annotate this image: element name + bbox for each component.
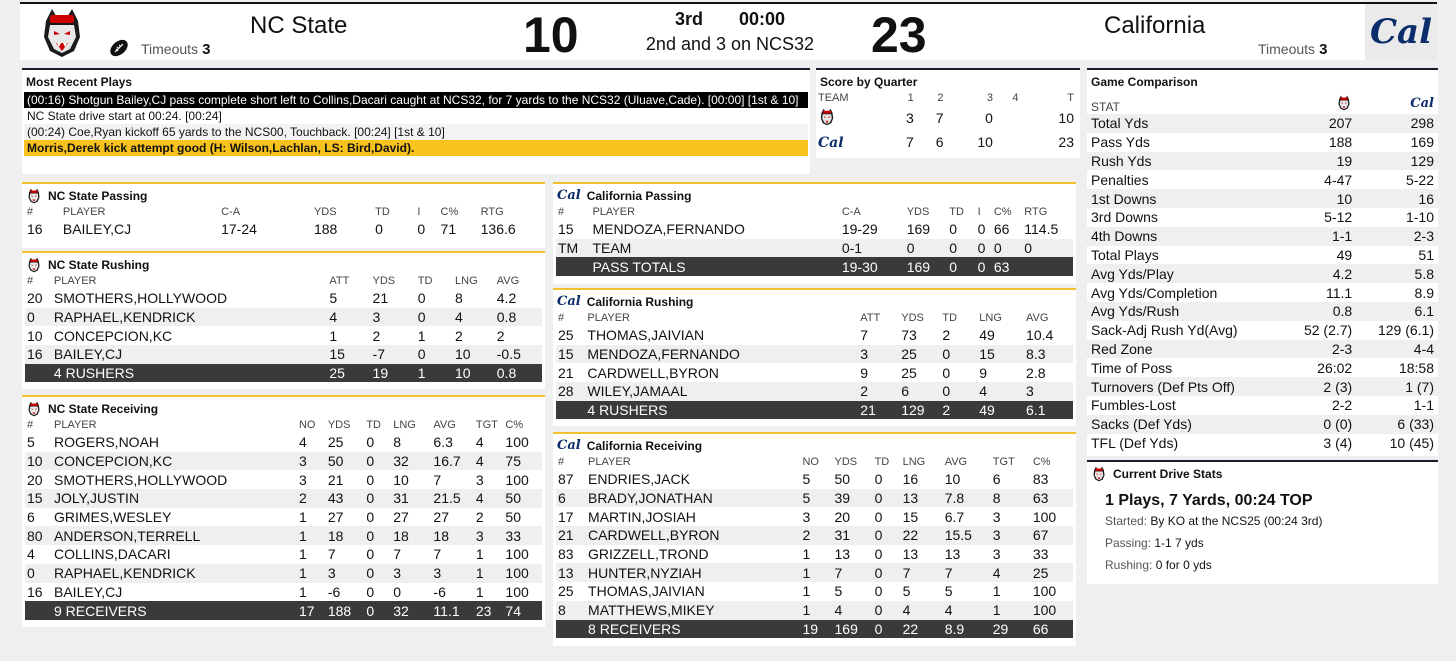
column-header: PLAYER — [588, 456, 631, 468]
drive-rushing: Rushing: 0 for 0 yds — [1105, 558, 1212, 572]
table-row: 10 CONCEPCION,KC 1 2 1 2 2 — [27, 327, 505, 344]
panel-title: NC State Passing — [48, 189, 148, 203]
column-header: I — [977, 206, 981, 218]
panel-title: Current Drive Stats — [1113, 467, 1223, 481]
column-header: TGT — [992, 456, 1015, 468]
comparison-row: Pass Yds 188 169 — [1091, 134, 1434, 151]
column-header: LNG — [979, 312, 1002, 324]
totals-row: 8 RECEIVERS 19 169 0 22 8.9 29 66 — [556, 620, 1073, 639]
possession-football-icon — [108, 37, 130, 59]
table-row: 16 BAILEY,CJ 1 -6 0 0 -6 1 100 — [27, 583, 529, 600]
away-timeouts: Timeouts 3 — [1258, 41, 1328, 58]
cal-icon: Cal — [557, 188, 581, 203]
table-row: 83 GRIZZELL,TROND 1 13 0 13 13 3 33 — [558, 546, 1049, 563]
column-header: YDS — [906, 206, 930, 218]
column-header: TD — [366, 419, 381, 431]
column-header: AVG — [496, 275, 520, 287]
game-clock: 00:00 — [738, 9, 786, 29]
column-header: # — [558, 312, 565, 324]
comparison-row: Avg Yds/Rush 0.8 6.1 — [1087, 302, 1438, 321]
column-header: # — [558, 206, 565, 218]
column-header: PLAYER — [62, 206, 106, 218]
table-row: TM TEAM 0-1 0 0 0 0 0 — [556, 239, 1073, 258]
cal-icon: Cal — [1410, 95, 1434, 111]
comparison-row: Avg Yds/Completion 11.1 8.9 — [1091, 284, 1434, 301]
table-row: 13 HUNTER,NYZIAH 1 7 0 7 7 4 25 — [556, 563, 1073, 582]
recent-plays-panel — [22, 68, 810, 174]
column-header: YDS — [327, 419, 351, 431]
drive-passing: Passing: 1-1 7 yds — [1105, 536, 1204, 550]
column-header: YDS — [372, 275, 396, 287]
nc-state-wolf-icon — [26, 188, 42, 204]
home-score: 10 — [523, 7, 579, 63]
column-header: TD — [375, 206, 390, 218]
totals-row: 4 RUSHERS 21 129 2 49 6.1 — [556, 401, 1073, 420]
panel-title: Game Comparison — [1091, 75, 1198, 89]
play-item: NC State drive start at 00:24. [00:24] — [27, 109, 222, 123]
comparison-row: Fumbles-Lost 2-2 1-1 — [1091, 397, 1434, 414]
comparison-row: Sacks (Def Yds) 0 (0) 6 (33) — [1087, 415, 1438, 434]
quarter-row-home: 3 7 0 10 — [816, 106, 1080, 130]
table-row: 16 BAILEY,CJ 17-24 188 0 0 71 136.6 — [27, 221, 516, 238]
column-header: YDS — [313, 206, 337, 218]
column-header: C% — [993, 206, 1012, 218]
column-header: YDS — [834, 456, 858, 468]
column-header: I — [417, 206, 421, 218]
comparison-row: Turnovers (Def Pts Off) 2 (3) 1 (7) — [1087, 377, 1438, 396]
column-header: LNG — [902, 456, 926, 468]
score-by-quarter-panel: Score by Quarter TEAM 1 2 3 4 T 3 7 0 10 Cal 7 6 10 23 — [816, 68, 1080, 158]
away-team-name: California — [1104, 12, 1206, 39]
scoreboard — [20, 2, 1437, 63]
nc-state-rushing-panel — [22, 251, 545, 389]
nc-state-wolf-icon — [1091, 466, 1107, 482]
panel-title: California Receiving — [586, 439, 703, 453]
column-header: TD — [417, 275, 433, 287]
panel-title: NC State Receiving — [48, 402, 159, 416]
column-header: C% — [505, 419, 524, 431]
column-header: C% — [1032, 456, 1051, 468]
table-row: 15 MENDOZA,FERNANDO 3 25 0 15 8.3 — [556, 345, 1073, 364]
comparison-row: Red Zone 2-3 4-4 — [1087, 340, 1438, 359]
column-header: C% — [440, 206, 459, 218]
comparison-row: Total Yds 207 298 — [1087, 114, 1438, 133]
cal-passing-panel — [553, 182, 1076, 284]
comparison-row: 1st Downs 10 16 — [1087, 189, 1438, 208]
column-header: # — [27, 275, 34, 287]
column-header: NO — [802, 456, 819, 468]
nc-state-wolf-icon — [818, 108, 836, 126]
nc-state-wolf-icon — [26, 257, 42, 273]
table-row: 15 JOLY,JUSTIN 2 43 0 31 21.5 4 50 — [25, 489, 542, 508]
column-header: RTG — [1024, 206, 1048, 218]
comparison-row: Penalties 4-47 5-22 — [1091, 171, 1434, 188]
cal-logo: Cal — [1365, 4, 1437, 60]
table-row: 20 SMOTHERS,HOLLYWOOD 3 21 0 10 7 3 100 — [27, 471, 529, 488]
panel-title: Score by Quarter — [820, 75, 918, 89]
table-row: 21 CARDWELL,BYRON 2 31 0 22 15.5 3 67 — [556, 526, 1073, 545]
away-score: 23 — [871, 7, 927, 63]
column-header: TD — [874, 456, 890, 468]
table-row: 16 BAILEY,CJ 15 -7 0 10 -0.5 — [25, 345, 542, 364]
play-item: (00:16) Shotgun Bailey,CJ pass complete short left to Collins,Dacari caught at NCS32, for 7 yards to the NCS32 (Uluave,Cade). [00:00] [1st & 10] — [24, 92, 808, 108]
column-header: PLAYER — [53, 275, 97, 287]
column-header: PLAYER — [587, 312, 630, 324]
column-header: LNG — [455, 275, 478, 287]
column-header: AVG — [433, 419, 456, 431]
panel-title: Most Recent Plays — [26, 75, 133, 89]
current-drive-panel — [1087, 460, 1438, 584]
cal-icon: Cal — [557, 294, 581, 309]
table-row: 17 MARTIN,JOSIAH 3 20 0 15 6.7 3 100 — [558, 508, 1057, 525]
column-header: PLAYER — [54, 419, 97, 431]
home-team-name: NC State — [250, 12, 348, 39]
panel-title: California Passing — [586, 189, 692, 203]
table-row: 15 MENDOZA,FERNANDO 19-29 169 0 0 66 114.5 — [558, 221, 1059, 238]
table-row: 28 WILEY,JAMAAL 2 6 0 4 3 — [556, 382, 1073, 401]
table-row: 0 RAPHAEL,KENDRICK 1 3 0 3 3 1 100 — [25, 564, 542, 583]
table-row: 20 SMOTHERS,HOLLYWOOD 5 21 0 8 4.2 — [27, 290, 517, 307]
quarter-row-away: Cal 7 6 10 23 — [818, 134, 1074, 151]
table-row: 5 ROGERS,NOAH 4 25 0 8 6.3 4 100 — [27, 434, 529, 451]
nc-state-receiving-panel — [22, 395, 545, 627]
table-row: 25 THOMAS,JAIVIAN 1 5 0 5 5 1 100 — [558, 583, 1057, 600]
cal-icon: Cal — [557, 438, 581, 453]
comparison-row: TFL (Def Yds) 3 (4) 10 (45) — [1091, 434, 1434, 451]
comparison-row: 3rd Downs 5-12 1-10 — [1091, 209, 1434, 226]
panel-title: California Rushing — [586, 295, 694, 309]
column-header: # — [27, 206, 34, 218]
totals-row: PASS TOTALS 19-30 169 0 0 63 — [556, 257, 1073, 276]
column-header: # — [27, 419, 34, 431]
column-header: ATT — [329, 275, 350, 287]
down-and-distance: 2nd and 3 on NCS32 — [645, 34, 815, 54]
nc-state-wolf-icon — [26, 401, 42, 417]
table-row: 10 CONCEPCION,KC 3 50 0 32 16.7 4 75 — [25, 452, 542, 471]
nc-state-wolf-icon — [1336, 95, 1352, 111]
nc-state-wolf-logo — [36, 7, 88, 59]
table-row: 0 RAPHAEL,KENDRICK 4 3 0 4 0.8 — [25, 308, 542, 327]
table-row: 80 ANDERSON,TERRELL 1 18 0 18 18 3 33 — [25, 526, 542, 545]
home-timeouts: Timeouts 3 — [141, 41, 211, 58]
column-header: C-A — [841, 206, 861, 218]
table-row: 25 THOMAS,JAIVIAN 7 73 2 49 10.4 — [558, 327, 1054, 344]
table-row: 6 GRIMES,WESLEY 1 27 0 27 27 2 50 — [27, 509, 521, 526]
comparison-row: Total Plays 49 51 — [1091, 246, 1434, 263]
column-header: C-A — [221, 206, 241, 218]
column-header: AVG — [944, 456, 968, 468]
comparison-row: 4th Downs 1-1 2-3 — [1087, 227, 1438, 246]
column-header: # — [558, 456, 565, 468]
comparison-row: Sack-Adj Rush Yd(Avg) 52 (2.7) 129 (6.1) — [1091, 322, 1434, 339]
table-row: 6 BRADY,JONATHAN 5 39 0 13 7.8 8 63 — [556, 489, 1073, 508]
column-header: TGT — [475, 419, 498, 431]
comparison-row: Avg Yds/Play 4.2 5.8 — [1087, 264, 1438, 283]
column-header: TD — [942, 312, 958, 324]
column-header: YDS — [901, 312, 924, 324]
table-row: 87 ENDRIES,JACK 5 50 0 16 10 6 83 — [558, 471, 1049, 488]
comparison-row: Rush Yds 19 129 — [1087, 152, 1438, 171]
play-item-scoring: Morris,Derek kick attempt good (H: Wilson,Lachlan, LS: Bird,David). — [24, 140, 808, 156]
column-header: NO — [298, 419, 316, 431]
column-header: LNG — [393, 419, 416, 431]
cal-rushing-panel — [553, 288, 1076, 426]
quarter: 3rd — [674, 9, 703, 29]
drive-summary: 1 Plays, 7 Yards, 00:24 TOP — [1105, 492, 1313, 509]
comparison-row: Time of Poss 26:02 18:58 — [1091, 359, 1434, 376]
column-header: ATT — [860, 312, 881, 324]
panel-title: NC State Rushing — [48, 258, 150, 272]
column-header: RTG — [480, 206, 504, 218]
column-header: AVG — [1026, 312, 1049, 324]
column-header: PLAYER — [592, 206, 636, 218]
game-comparison-panel: Game Comparison STAT Cal Total Yds 207 298 Pass Yds 188 169 Rush Yds 19 129 Penalties 4-47 5-22 1st Downs 10 16 3rd Downs 5-12 1-10 4th Downs 1-1 2-3 Total Plays 49 51 Avg Yds/Play 4.2 5.8 Avg Yds/Completion 11.1 8.9 Avg Yds/Rush 0.8 6.1 Sack-Adj Rush Yd(Avg) 52 (2.7) 129 (6.1) Red Zone 2-3 4-4 Time of Poss 26:02 18:58 Turnovers (Def Pts Off) 2 (3) 1 (7) Fumbles-Lost 2-2 1-1 Sacks (Def Yds) 0 (0) 6 (33) TFL (Def Yds) 3 (4) 10 (45) — [1087, 68, 1438, 456]
cal-icon: Cal — [818, 134, 844, 151]
table-row: 8 MATTHEWS,MIKEY 1 4 0 4 4 1 100 — [556, 601, 1073, 620]
totals-row: 4 RUSHERS 25 19 1 10 0.8 — [25, 364, 542, 383]
column-header: TD — [949, 206, 964, 218]
play-item: (00:24) Coe,Ryan kickoff 65 yards to the NCS00, Touchback. [00:24] [1st & 10] — [24, 124, 808, 140]
game-status — [620, 9, 840, 55]
table-row: 4 COLLINS,DACARI 1 7 0 7 7 1 100 — [27, 546, 529, 563]
nc-state-passing-panel — [22, 182, 545, 248]
table-row: 21 CARDWELL,BYRON 9 25 0 9 2.8 — [558, 364, 1046, 381]
cal-receiving-panel — [553, 432, 1076, 646]
drive-started: Started: By KO at the NCS25 (00:24 3rd) — [1105, 514, 1323, 528]
totals-row: 9 RECEIVERS 17 188 0 32 11.1 23 74 — [25, 601, 542, 620]
